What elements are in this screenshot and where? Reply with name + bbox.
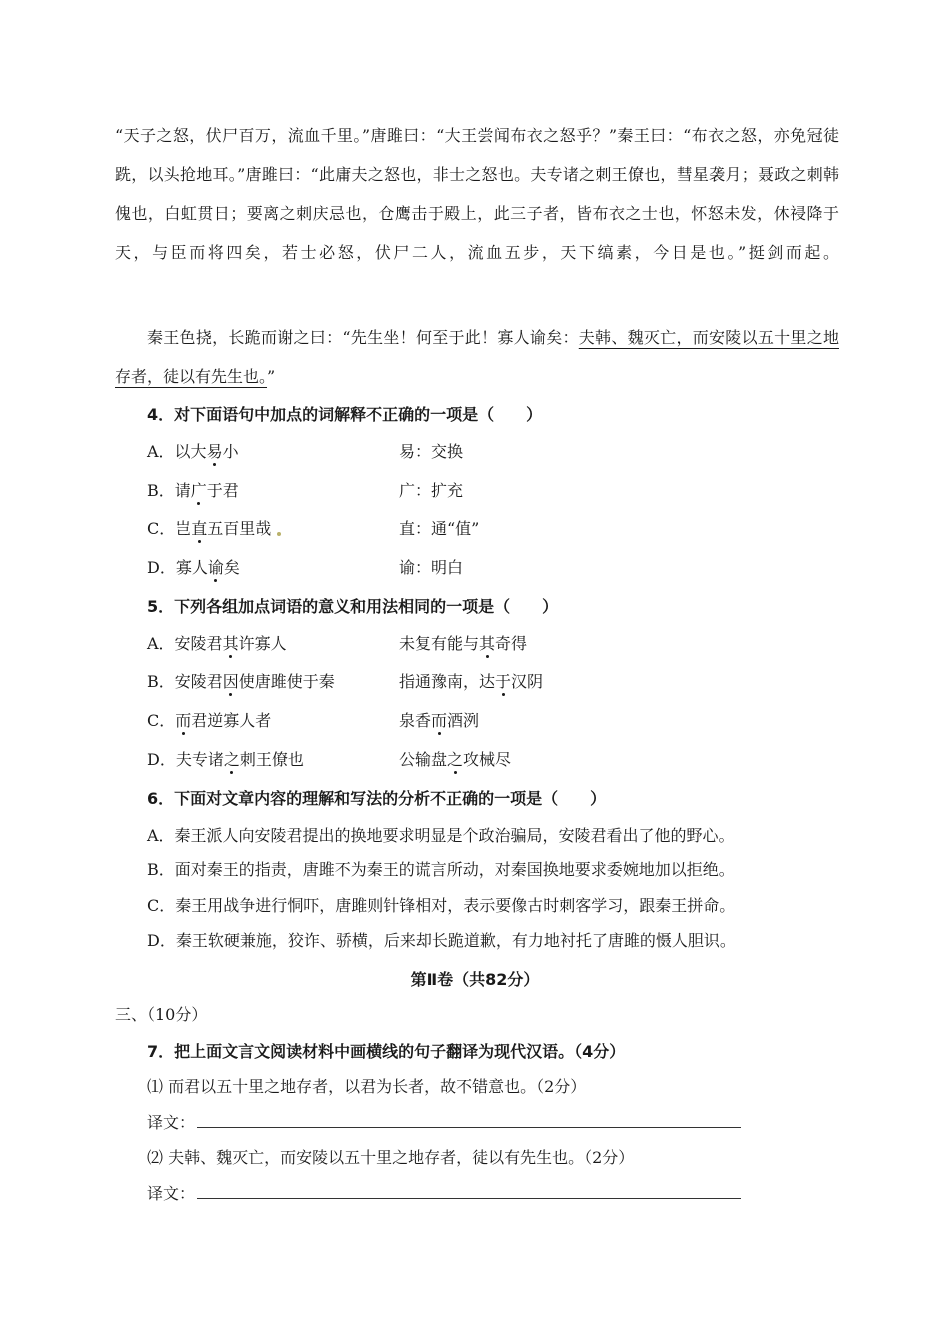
q5-option-a-left: A．安陵君其许寡人: [147, 631, 287, 654]
section-2-title: 第Ⅱ卷（共82分）: [410, 970, 540, 989]
part-3-heading: 三、（10分）: [115, 1005, 208, 1024]
q7-item-1: ⑴ 而君以五十里之地存者，以君为长者，故不错意也。（2分）: [147, 1077, 587, 1096]
q5-option-b-left: B．安陵君因使唐雎使于秦: [147, 669, 335, 692]
q4-option-b-explanation: 广：扩充: [399, 481, 464, 500]
dotted-word: 易: [207, 439, 223, 462]
q7-item-1-answer-line[interactable]: [197, 1127, 741, 1128]
dotted-word: 而: [431, 708, 447, 731]
question-5-title: 5．下列各组加点词语的意义和用法相同的一项是（ ）: [147, 597, 559, 616]
q7-item-2-answer-label: 译文：: [147, 1184, 196, 1203]
dotted-word: 其: [223, 631, 239, 654]
q4-option-b-text: B．请广于君: [147, 478, 239, 501]
q6-option-d[interactable]: D．秦王软硬兼施，狡诈、骄横，后来却长跪道歉，有力地衬托了唐雎的慑人胆识。: [147, 931, 736, 950]
dotted-word: 因: [223, 669, 239, 692]
question-4-title: 4．对下面语句中加点的词解释不正确的一项是（ ）: [147, 405, 543, 424]
dotted-word: 于: [495, 669, 511, 692]
q6-option-c[interactable]: C．秦王用战争进行恫吓，唐雎则针锋相对，表示要像古时刺客学习，跟秦王拼命。: [147, 896, 736, 915]
dotted-word: 之: [447, 747, 463, 770]
dotted-word: 其: [479, 631, 495, 654]
q4-option-c-text: C．岂直五百里哉: [147, 516, 281, 539]
q5-option-c-left: C．而君逆寡人者: [147, 708, 271, 731]
q4-option-d-explanation: 谕：明白: [399, 558, 464, 577]
q6-option-a[interactable]: A．秦王派人向安陵君提出的换地要求明显是个政治骗局，安陵君看出了他的野心。: [147, 826, 735, 845]
dotted-word: 直: [191, 516, 207, 539]
q5-option-d-left: D．夫专诸之刺王僚也: [147, 747, 304, 770]
passage-p2-close-quote: ”: [267, 367, 276, 386]
question-7-title: 7．把上面文言文阅读材料中画横线的句子翻译为现代汉语。（4分）: [147, 1042, 626, 1061]
question-6-title: 6．下面对文章内容的理解和写法的分析不正确的一项是（ ）: [147, 789, 607, 808]
dotted-word: 谕: [208, 555, 224, 578]
q6-option-b[interactable]: B．面对秦王的指责，唐雎不为秦王的谎言所动，对秦国换地要求委婉地加以拒绝。: [147, 860, 735, 879]
q4-option-c-explanation: 直：通“值”: [399, 519, 480, 538]
passage-paragraph-2: [115, 318, 839, 396]
stray-mark: [277, 532, 281, 536]
q5-option-a-right: 未复有能与其奇得: [399, 631, 527, 654]
q5-option-c-right: 泉香而酒洌: [399, 708, 479, 731]
dotted-word: 之: [224, 747, 240, 770]
q7-item-2: ⑵ 夫韩、魏灭亡，而安陵以五十里之地存者，徒以有先生也。（2分）: [147, 1148, 635, 1167]
dotted-word: 广: [191, 478, 207, 501]
passage-paragraph-1: “天子之怒，伏尸百万，流血千里。”唐雎曰：“大王尝闻布衣之怒乎？”秦王曰：“布衣之怒，亦免冠徒跣，以头抢地耳。”唐雎曰：“此庸夫之怒也，非士之怒也。夫专诸之刺王僚也，彗星袭月；聂政之刺韩傀也，白虹贯日；要离之刺庆忌也，仓鹰击于殿上，此三子者，皆布衣之士也，怀怒未发，休祲降于天，与臣而将四矣，若士必怒，伏尸二人，流血五步，天下缟素，今日是也。”挺剑而起。: [115, 126, 839, 262]
dotted-word: 而: [175, 708, 191, 731]
q4-option-a-text: A．以大易小: [147, 439, 239, 462]
q5-option-b-right: 指通豫南，达于汉阴: [399, 669, 543, 692]
underlined-sentence: 夫韩、魏灭亡，而安陵以五十里之地存者，徒以有先生也。: [115, 328, 839, 386]
q7-item-2-answer-line[interactable]: [197, 1198, 741, 1199]
q5-option-d-right: 公输盘之攻械尽: [399, 747, 511, 770]
q4-option-d-text: D．寡人谕矣: [147, 555, 240, 578]
q7-item-1-answer-label: 译文：: [147, 1113, 196, 1132]
passage-p2-text: 秦王色挠，长跪而谢之曰：“先生坐！何至于此！寡人谕矣：: [147, 328, 579, 347]
q4-option-a-explanation: 易：交换: [399, 442, 464, 461]
